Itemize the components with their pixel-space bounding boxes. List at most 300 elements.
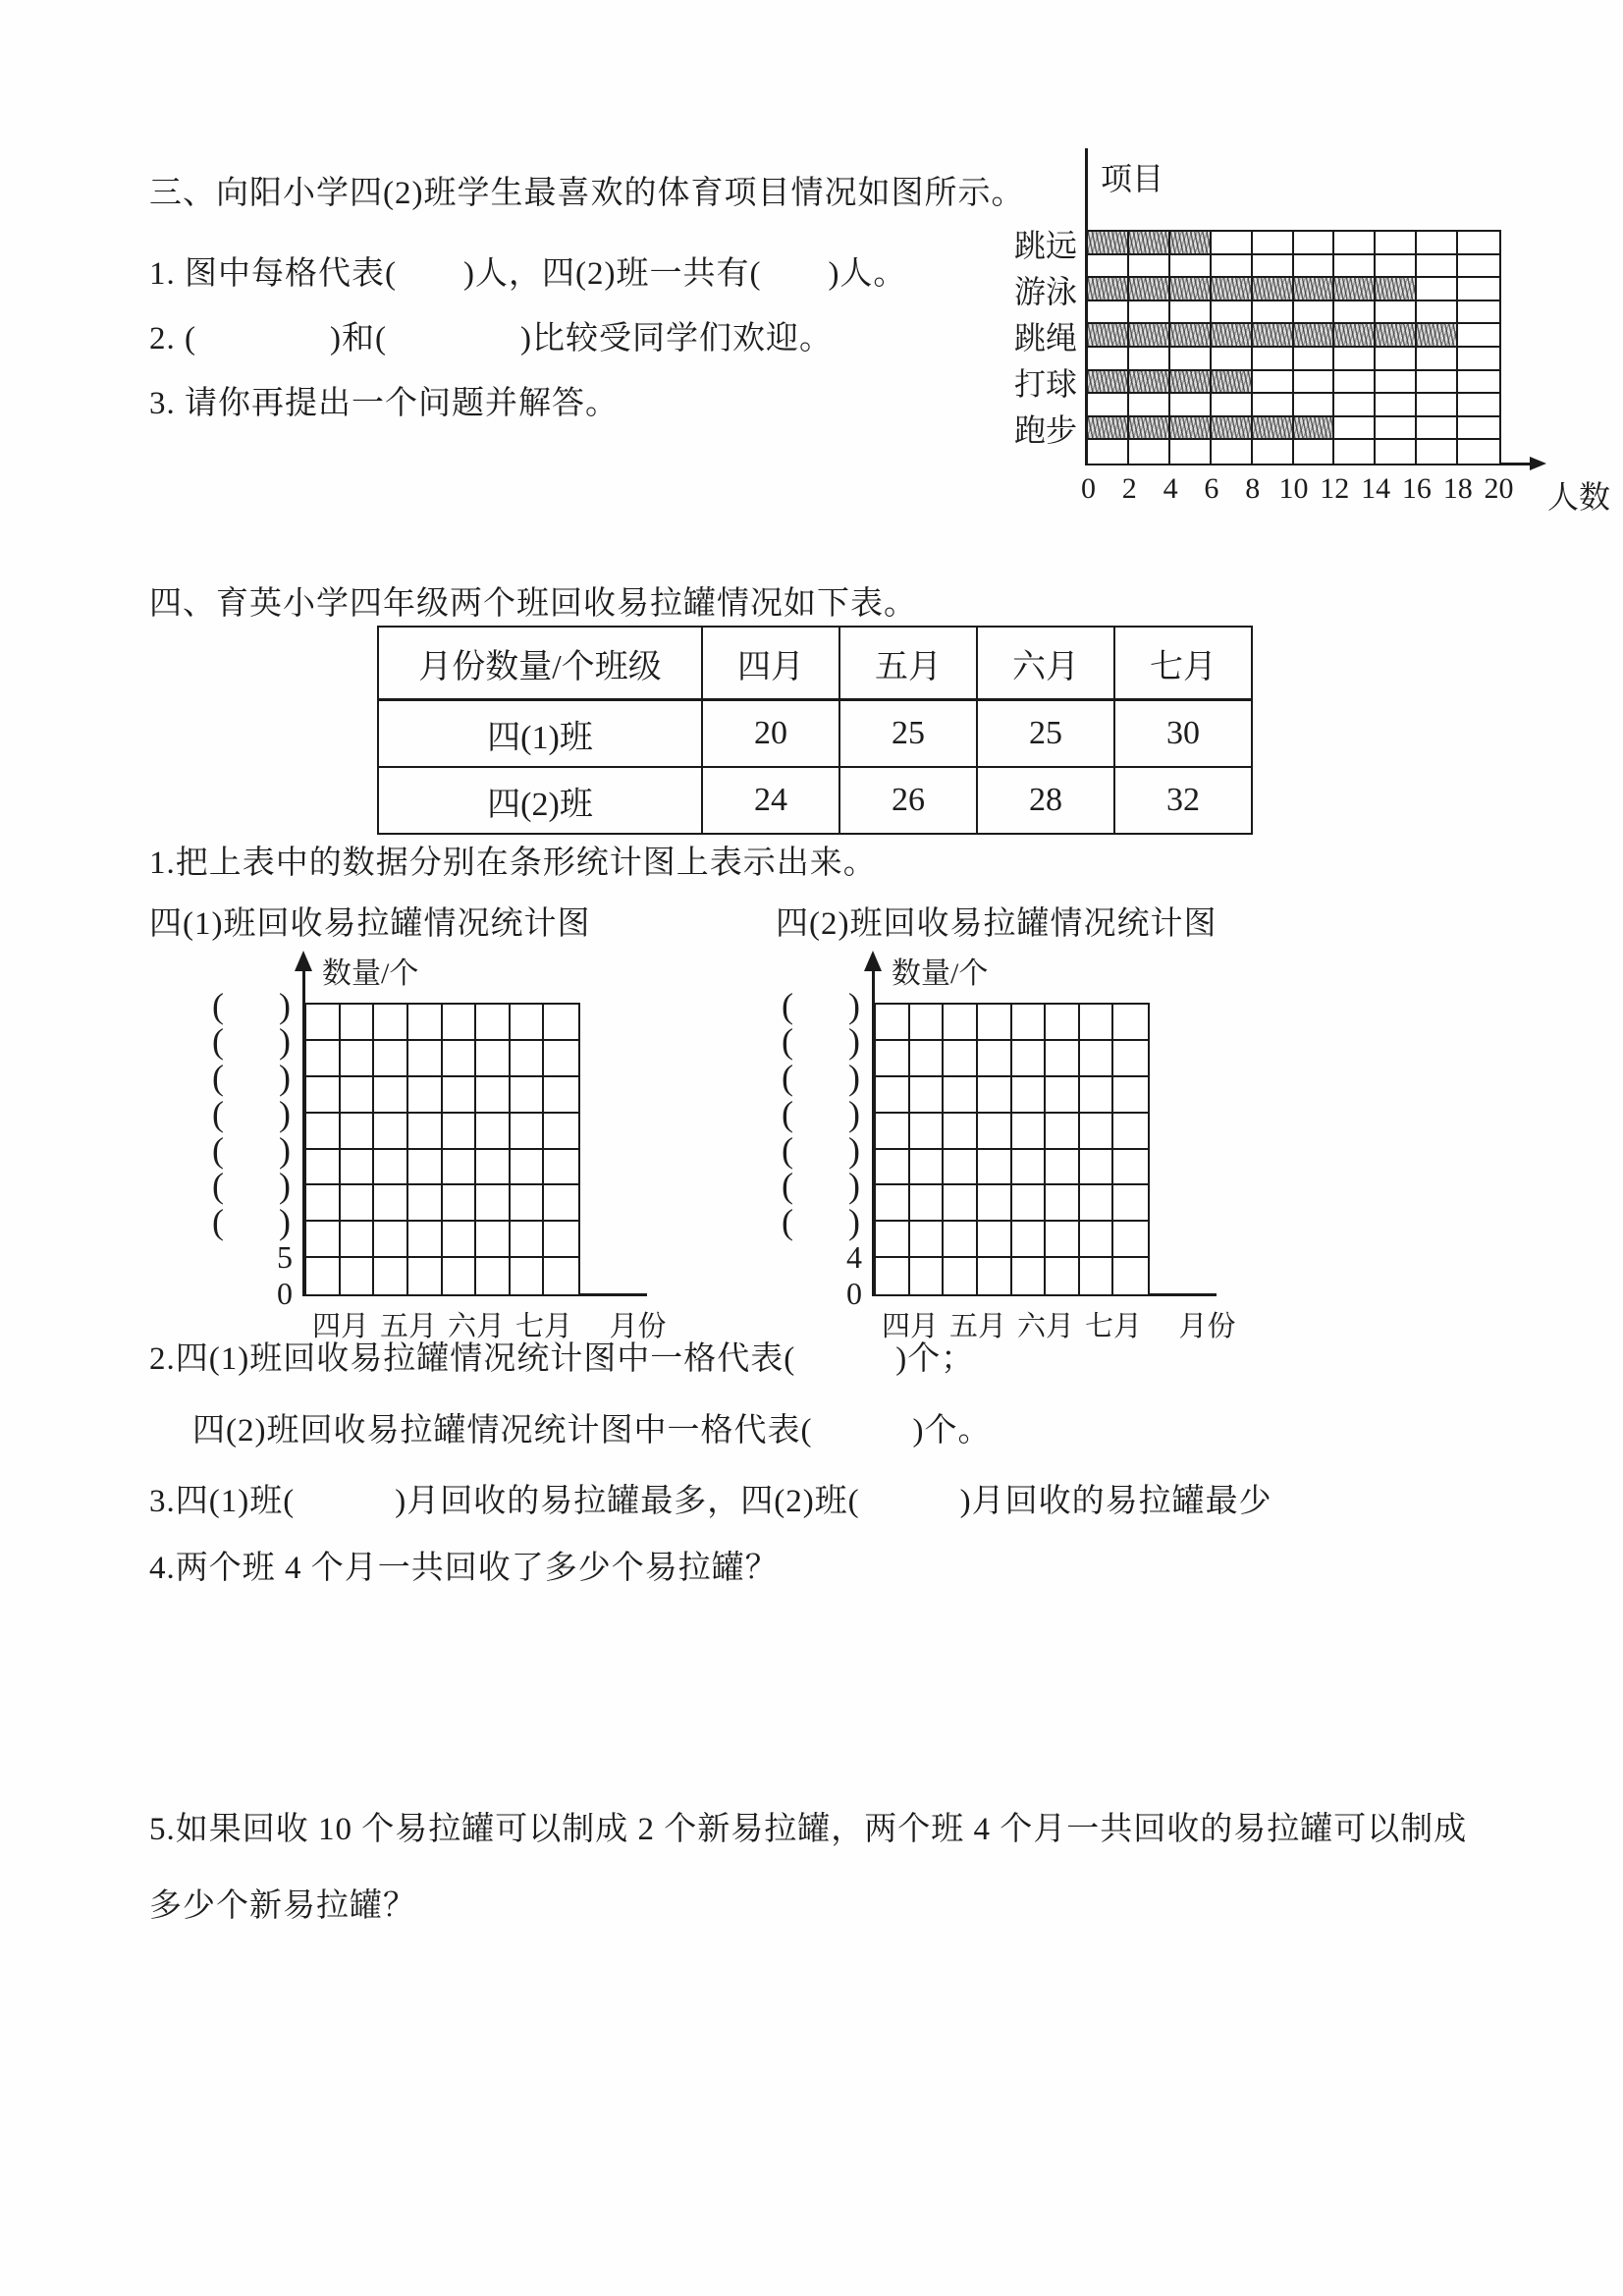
cell-value: 25 [977, 700, 1114, 768]
section4-question-2-line1: 2.四(1)班回收易拉罐情况统计图中一格代表( )个； [149, 1341, 975, 1377]
grid-cell [1376, 301, 1417, 325]
grid-cell [306, 1258, 341, 1294]
grid-cell [476, 1041, 511, 1077]
y-tick-blank [212, 1203, 291, 1240]
paren-close: ) [848, 1021, 860, 1062]
paren-open: ( [212, 1058, 224, 1097]
section4-question-5-line1: 5.如果回收 10 个易拉罐可以制成 2 个新易拉罐，两个班 4 个月一共回收的易拉罐可以制成 [149, 1812, 1468, 1847]
grid-cell [1294, 394, 1335, 417]
grid-cell [876, 1150, 910, 1186]
x-tick-label: 14 [1361, 472, 1391, 505]
grid-cell [341, 1222, 375, 1258]
grid-cell [910, 1114, 945, 1150]
y-tick-blank [782, 1022, 860, 1060]
grid-cell [1253, 394, 1294, 417]
grid-cell [1113, 1114, 1148, 1150]
grid-cell [1046, 1222, 1080, 1258]
grid-cell [1012, 1258, 1047, 1294]
category-label: 打球 [1013, 366, 1077, 403]
grid-cell [1113, 1150, 1148, 1186]
grid-cell [544, 1114, 578, 1150]
grid-cell [1294, 301, 1335, 325]
grid-cell [978, 1222, 1012, 1258]
y-tick-blank [782, 1203, 860, 1240]
section4-heading: 四、育英小学四年级两个班回收易拉罐情况如下表。 [149, 586, 917, 622]
grid-cell [341, 1150, 375, 1186]
grid-cell [408, 1114, 443, 1150]
x-tick-label: 20 [1484, 472, 1514, 505]
grid-cell [978, 1114, 1012, 1150]
grid-cell [544, 1258, 578, 1294]
grid-cell [1080, 1222, 1114, 1258]
grid-cell [978, 1258, 1012, 1294]
grid-cell [1417, 417, 1458, 441]
grid-cell [443, 1222, 477, 1258]
x-category-label: 五月 [948, 1311, 1007, 1342]
paren-open: ( [212, 985, 224, 1025]
grid-cell [511, 1185, 545, 1222]
grid-cell [1334, 394, 1376, 417]
cell-value: 28 [977, 767, 1114, 834]
grid-cell [1113, 1077, 1148, 1114]
grid-cell [1458, 417, 1499, 441]
grid-cell [1129, 371, 1170, 395]
chart-class2 [766, 941, 1276, 1358]
y-tick-label: 0 [277, 1275, 293, 1311]
grid-cell [1046, 1185, 1080, 1222]
section3-question-2: 2. ( )和( )比较受同学们欢迎。 [149, 321, 833, 356]
grid-cell [1080, 1005, 1114, 1041]
grid-cell [1129, 255, 1170, 279]
grid-cell [374, 1150, 408, 1186]
grid-cell [1253, 348, 1294, 371]
grid-cell [374, 1222, 408, 1258]
grid-cell [1046, 1077, 1080, 1114]
grid-cell [511, 1114, 545, 1150]
grid-cell [1088, 417, 1129, 441]
y-tick-blank [212, 1095, 291, 1132]
y-tick-blank [212, 1167, 291, 1204]
grid-cell [1012, 1222, 1047, 1258]
grid-cell [443, 1114, 477, 1150]
grid-cell [1012, 1114, 1047, 1150]
grid-cell [978, 1005, 1012, 1041]
grid-cell [1376, 417, 1417, 441]
grid-cell [1088, 232, 1129, 255]
paren-open: ( [782, 1202, 793, 1241]
grid-cell [876, 1114, 910, 1150]
grid-cell [443, 1005, 477, 1041]
grid-cell [1334, 324, 1376, 348]
grid-cell [341, 1077, 375, 1114]
y-tick-label: 4 [846, 1238, 862, 1275]
grid-cell [1046, 1114, 1080, 1150]
grid-cell [443, 1150, 477, 1186]
y-tick-blank [782, 987, 860, 1024]
grid-cell [1012, 1150, 1047, 1186]
grid-cell [1088, 324, 1129, 348]
grid-cell [1088, 278, 1129, 301]
grid-cell [1012, 1077, 1047, 1114]
grid-cell [1334, 348, 1376, 371]
grid-cell [1080, 1041, 1114, 1077]
grid-cell [944, 1222, 978, 1258]
table-header-may: 五月 [839, 627, 977, 700]
grid-cell [1170, 324, 1212, 348]
grid-cell [978, 1041, 1012, 1077]
y-tick-label: 5 [277, 1238, 293, 1275]
grid-cell [1458, 394, 1499, 417]
grid-cell [306, 1077, 341, 1114]
grid-cell [544, 1005, 578, 1041]
x-category-label: 七月 [514, 1311, 573, 1342]
cell-value: 26 [839, 767, 977, 834]
paren-close: ) [279, 1166, 291, 1206]
grid-cell [476, 1077, 511, 1114]
paren-close: ) [279, 985, 291, 1025]
x-axis-arrow-icon [1530, 457, 1546, 470]
chart-class2-title: 四(2)班回收易拉罐情况统计图 [776, 906, 1217, 942]
grid-cell [1212, 324, 1253, 348]
grid-cell [443, 1077, 477, 1114]
grid-cell [374, 1005, 408, 1041]
x-category-label: 七月 [1084, 1311, 1143, 1342]
x-tick-label: 18 [1442, 472, 1473, 505]
grid-cell [910, 1222, 945, 1258]
x-axis-line [580, 1293, 647, 1296]
grid-cell [944, 1041, 978, 1077]
grid-cell [1458, 371, 1499, 395]
table-header-april: 四月 [702, 627, 839, 700]
grid-cell [1294, 417, 1335, 441]
grid-cell [1170, 255, 1212, 279]
section3-heading: 三、向阳小学四(2)班学生最喜欢的体育项目情况如图所示。 [149, 176, 1025, 211]
grid-cell [1253, 371, 1294, 395]
grid-cell [1253, 417, 1294, 441]
paren-open: ( [782, 985, 793, 1025]
grid-cell [1129, 301, 1170, 325]
grid-cell [1129, 394, 1170, 417]
grid-cell [408, 1041, 443, 1077]
paren-close: ) [279, 1021, 291, 1062]
sports-chart [1000, 93, 1623, 520]
grid-cell [306, 1114, 341, 1150]
row-label-class1: 四(1)班 [378, 700, 702, 768]
x-tick-label: 10 [1278, 472, 1309, 505]
grid-cell [1046, 1258, 1080, 1294]
row-label-class2: 四(2)班 [378, 767, 702, 834]
grid-cell [1012, 1005, 1047, 1041]
grid-cell [1334, 301, 1376, 325]
paren-open: ( [782, 1093, 793, 1133]
x-tick-label: 2 [1121, 472, 1137, 505]
grid-cell [944, 1114, 978, 1150]
section4-question-5-line2: 多少个新易拉罐？ [149, 1888, 416, 1924]
grid-cell [1458, 301, 1499, 325]
table-header-corner: 月份数量/个班级 [378, 627, 702, 700]
grid-cell [341, 1258, 375, 1294]
grid-cell [1334, 417, 1376, 441]
grid-cell [910, 1005, 945, 1041]
sports-chart-grid [1086, 230, 1501, 465]
grid-cell [1212, 232, 1253, 255]
grid-cell [1212, 371, 1253, 395]
grid-cell [511, 1150, 545, 1186]
grid-cell [1012, 1041, 1047, 1077]
grid-cell [511, 1077, 545, 1114]
grid-cell [1212, 394, 1253, 417]
month-grid [874, 1003, 1150, 1296]
section3-question-1: 1. 图中每格代表( )人，四(2)班一共有( )人。 [149, 256, 907, 292]
section4-question-3: 3.四(1)班( )月回收的易拉罐最多，四(2)班( )月回收的易拉罐最少 [149, 1484, 1272, 1519]
grid-cell [544, 1150, 578, 1186]
grid-cell [1417, 371, 1458, 395]
table-row [378, 700, 1252, 768]
grid-cell [1012, 1185, 1047, 1222]
grid-cell [341, 1005, 375, 1041]
paren-close: ) [848, 1058, 860, 1097]
grid-cell [1294, 348, 1335, 371]
cell-value: 24 [702, 767, 839, 834]
x-tick-label: 16 [1401, 472, 1432, 505]
grid-cell [1212, 301, 1253, 325]
grid-cell [978, 1077, 1012, 1114]
grid-cell [1046, 1041, 1080, 1077]
grid-cell [1376, 394, 1417, 417]
grid-cell [544, 1077, 578, 1114]
grid-cell [1129, 417, 1170, 441]
grid-cell [1334, 278, 1376, 301]
grid-cell [511, 1005, 545, 1041]
grid-cell [1212, 255, 1253, 279]
x-axis-line [1150, 1293, 1217, 1296]
grid-cell [408, 1150, 443, 1186]
y-axis-title: 数量/个 [322, 957, 419, 990]
category-label: 游泳 [1013, 274, 1077, 310]
grid-cell [1170, 417, 1212, 441]
paren-close: ) [279, 1058, 291, 1097]
grid-cell [1458, 278, 1499, 301]
paren-open: ( [212, 1021, 224, 1062]
grid-cell [374, 1077, 408, 1114]
grid-cell [1170, 394, 1212, 417]
grid-cell [306, 1005, 341, 1041]
grid-cell [1088, 371, 1129, 395]
grid-cell [1376, 324, 1417, 348]
y-tick-blank [212, 1131, 291, 1169]
grid-cell [1294, 255, 1335, 279]
grid-cell [1088, 301, 1129, 325]
x-category-label: 六月 [447, 1311, 506, 1342]
grid-cell [1088, 348, 1129, 371]
y-axis-title: 数量/个 [892, 957, 989, 990]
grid-cell [544, 1185, 578, 1222]
grid-cell [1376, 348, 1417, 371]
cell-value: 20 [702, 700, 839, 768]
grid-cell [910, 1185, 945, 1222]
grid-cell [944, 1258, 978, 1294]
grid-cell [1113, 1258, 1148, 1294]
grid-cell [374, 1114, 408, 1150]
grid-cell [1334, 232, 1376, 255]
grid-cell [1212, 440, 1253, 464]
grid-cell [1376, 255, 1417, 279]
grid-cell [1334, 440, 1376, 464]
grid-cell [341, 1114, 375, 1150]
grid-cell [1129, 440, 1170, 464]
grid-cell [443, 1041, 477, 1077]
y-tick-blank [782, 1095, 860, 1132]
paren-open: ( [212, 1202, 224, 1241]
grid-cell [1294, 440, 1335, 464]
grid-cell [1334, 371, 1376, 395]
y-tick-blank [212, 1059, 291, 1096]
grid-cell [1080, 1077, 1114, 1114]
cell-value: 30 [1114, 700, 1252, 768]
chart-class1-title: 四(1)班回收易拉罐情况统计图 [149, 906, 591, 942]
paren-open: ( [782, 1129, 793, 1170]
month-grid [304, 1003, 580, 1296]
grid-cell [1212, 278, 1253, 301]
grid-cell [1334, 255, 1376, 279]
x-axis-title: 月份 [1178, 1311, 1236, 1342]
grid-cell [476, 1222, 511, 1258]
grid-cell [1458, 440, 1499, 464]
grid-cell [1046, 1150, 1080, 1186]
grid-cell [1113, 1185, 1148, 1222]
grid-cell [1294, 371, 1335, 395]
grid-cell [876, 1222, 910, 1258]
paren-close: ) [848, 1202, 860, 1241]
paren-close: ) [848, 985, 860, 1025]
grid-cell [374, 1258, 408, 1294]
grid-cell [1294, 232, 1335, 255]
grid-cell [306, 1041, 341, 1077]
x-category-label: 六月 [1016, 1311, 1075, 1342]
section4-question-2-line2: 四(2)班回收易拉罐情况统计图中一格代表( )个。 [192, 1413, 992, 1449]
grid-cell [1294, 278, 1335, 301]
paren-close: ) [848, 1093, 860, 1133]
grid-cell [1170, 301, 1212, 325]
section3-question-3: 3. 请你再提出一个问题并解答。 [149, 386, 619, 421]
grid-cell [443, 1258, 477, 1294]
y-tick-label: 0 [846, 1275, 862, 1311]
grid-cell [1253, 278, 1294, 301]
grid-cell [544, 1222, 578, 1258]
grid-cell [408, 1077, 443, 1114]
y-tick-blank [782, 1131, 860, 1169]
section4-question-4: 4.两个班 4 个月一共回收了多少个易拉罐？ [149, 1551, 779, 1586]
grid-cell [1212, 417, 1253, 441]
grid-cell [910, 1258, 945, 1294]
grid-cell [1417, 232, 1458, 255]
sports-chart-xticks [1081, 472, 1557, 508]
grid-cell [476, 1150, 511, 1186]
grid-cell [1080, 1114, 1114, 1150]
grid-cell [1212, 348, 1253, 371]
grid-cell [1170, 371, 1212, 395]
x-axis-title: 月份 [609, 1311, 667, 1342]
grid-cell [1253, 232, 1294, 255]
grid-cell [306, 1185, 341, 1222]
paren-open: ( [212, 1093, 224, 1133]
grid-cell [1088, 394, 1129, 417]
grid-cell [511, 1041, 545, 1077]
paren-open: ( [782, 1166, 793, 1206]
grid-cell [944, 1005, 978, 1041]
grid-cell [1417, 440, 1458, 464]
grid-cell [1417, 394, 1458, 417]
grid-cell [1113, 1005, 1148, 1041]
grid-cell [910, 1150, 945, 1186]
grid-cell [1129, 232, 1170, 255]
grid-cell [876, 1258, 910, 1294]
grid-cell [876, 1077, 910, 1114]
grid-cell [511, 1258, 545, 1294]
grid-cell [374, 1041, 408, 1077]
grid-cell [1129, 324, 1170, 348]
category-label: 跳远 [1013, 228, 1077, 264]
grid-cell [476, 1185, 511, 1222]
x-tick-label: 0 [1081, 472, 1096, 505]
x-tick-label: 8 [1245, 472, 1261, 505]
paren-open: ( [782, 1058, 793, 1097]
grid-cell [1376, 278, 1417, 301]
grid-cell [944, 1150, 978, 1186]
grid-cell [1253, 440, 1294, 464]
paren-close: ) [848, 1129, 860, 1170]
grid-cell [978, 1185, 1012, 1222]
x-axis-line [1499, 463, 1531, 465]
grid-cell [1417, 324, 1458, 348]
grid-cell [408, 1222, 443, 1258]
grid-cell [1113, 1222, 1148, 1258]
grid-cell [910, 1041, 945, 1077]
grid-cell [1088, 255, 1129, 279]
grid-cell [876, 1005, 910, 1041]
paren-open: ( [212, 1166, 224, 1206]
paren-close: ) [848, 1166, 860, 1206]
grid-cell [1294, 324, 1335, 348]
table-header-june: 六月 [977, 627, 1114, 700]
grid-cell [1080, 1185, 1114, 1222]
y-tick-blank [212, 1022, 291, 1060]
grid-cell [408, 1185, 443, 1222]
grid-cell [1170, 440, 1212, 464]
grid-cell [443, 1185, 477, 1222]
grid-cell [1170, 232, 1212, 255]
section4-question-1: 1.把上表中的数据分别在条形统计图上表示出来。 [149, 846, 877, 881]
category-label: 跳绳 [1013, 320, 1077, 356]
sports-chart-categories [1000, 230, 1081, 465]
grid-cell [511, 1222, 545, 1258]
grid-cell [476, 1258, 511, 1294]
grid-cell [978, 1150, 1012, 1186]
grid-cell [944, 1077, 978, 1114]
grid-cell [408, 1258, 443, 1294]
grid-cell [1376, 371, 1417, 395]
grid-cell [476, 1005, 511, 1041]
grid-cell [876, 1185, 910, 1222]
grid-cell [1080, 1150, 1114, 1186]
x-category-label: 四月 [311, 1311, 370, 1342]
grid-cell [306, 1222, 341, 1258]
grid-cell [1080, 1258, 1114, 1294]
grid-cell [1417, 278, 1458, 301]
grid-cell [1376, 440, 1417, 464]
table-header-row [378, 627, 1252, 700]
x-axis-title: 人数 [1547, 479, 1611, 515]
